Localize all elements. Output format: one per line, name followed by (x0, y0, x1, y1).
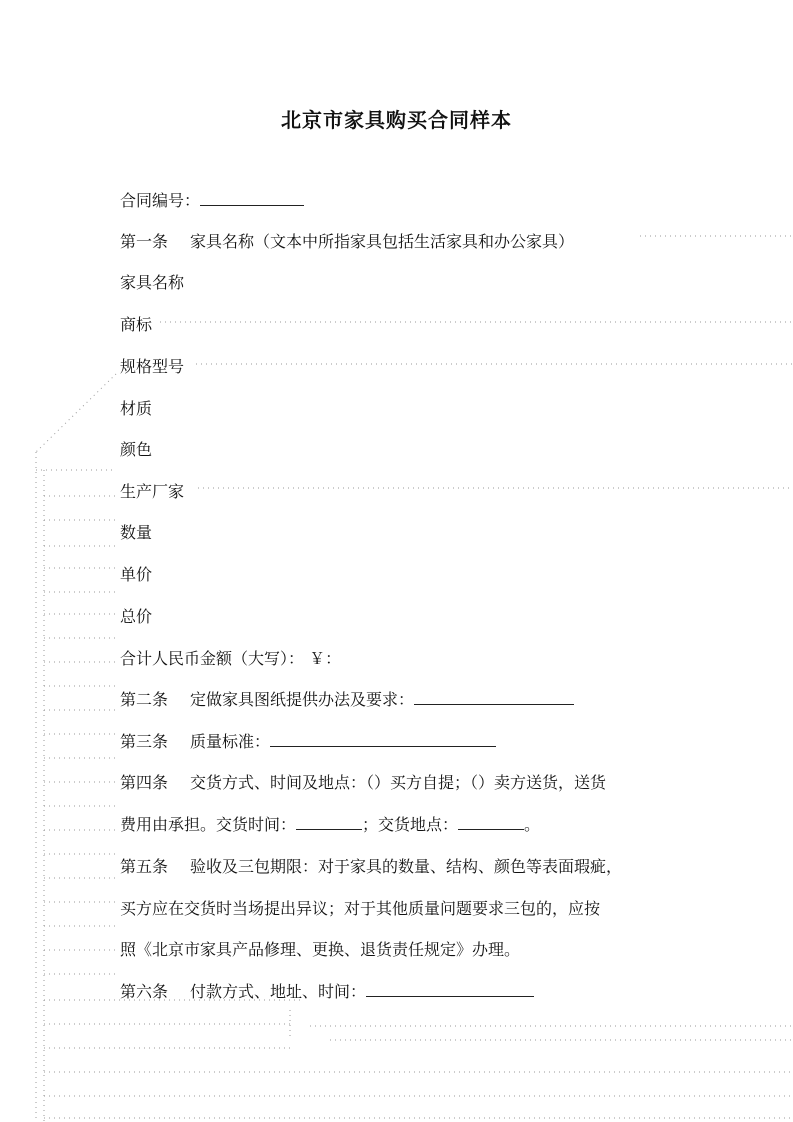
field-trademark: 商标 (120, 315, 153, 334)
delivery-time-blank[interactable] (296, 815, 362, 830)
article-4-text-1: 交货方式、时间及地点：（）买方自提；（）卖方送货，送货 (190, 773, 607, 792)
article-3 (120, 731, 496, 753)
article-6-blank[interactable] (366, 982, 534, 997)
article-3-blank[interactable] (270, 732, 496, 747)
article-4-line-1 (120, 772, 606, 794)
article-3-text: 质量标准： (190, 732, 271, 751)
article-5-line-1 (120, 856, 622, 878)
article-6-number: 第六条 (120, 982, 169, 1001)
article-2 (120, 689, 574, 711)
total-amount-line: 合计人民币金额（大写）： ￥： (120, 649, 342, 668)
article-2-blank[interactable] (414, 690, 574, 705)
article-5-number: 第五条 (120, 857, 169, 876)
article-2-number: 第二条 (120, 690, 169, 709)
article-5-text-1: 验收及三包期限：对于家具的数量、结构、颜色等表面瑕疵， (190, 857, 623, 876)
field-total-price: 总价 (120, 607, 153, 626)
article-5-line-2: 买方应在交货时当场提出异议；对于其他质量问题要求三包的，应按 (120, 899, 601, 918)
article-6-text: 付款方式、地址、时间： (190, 982, 367, 1001)
contract-number-line (120, 190, 304, 212)
document-title: 北京市家具购买合同样本 (281, 108, 512, 132)
article-3-number: 第三条 (120, 732, 169, 751)
contract-number-label: 合同编号： (120, 191, 201, 210)
delivery-place-blank[interactable] (458, 815, 524, 830)
article-4-text-2c: 。 (524, 815, 541, 834)
article-4-text-2a: 费用由承担。交货时间： (120, 815, 297, 834)
article-1-text: 家具名称（文本中所指家具包括生活家具和办公家具） (190, 232, 575, 251)
field-unit-price: 单价 (120, 565, 153, 584)
article-6 (120, 981, 534, 1003)
field-spec-model: 规格型号 (120, 357, 185, 376)
field-furniture-name: 家具名称 (120, 273, 185, 292)
field-material: 材质 (120, 399, 153, 418)
article-1 (120, 231, 574, 253)
article-4-text-2b: ；交货地点： (362, 815, 459, 834)
field-quantity: 数量 (120, 523, 153, 542)
article-2-text: 定做家具图纸提供办法及要求： (190, 690, 415, 709)
contract-number-blank[interactable] (200, 191, 304, 206)
field-color: 颜色 (120, 440, 153, 459)
field-manufacturer: 生产厂家 (120, 482, 185, 501)
article-4-number: 第四条 (120, 773, 169, 792)
article-4-line-2 (120, 814, 540, 836)
article-5-line-3: 照《北京市家具产品修理、更换、退货责任规定》办理。 (120, 940, 521, 959)
article-1-number: 第一条 (120, 232, 169, 251)
